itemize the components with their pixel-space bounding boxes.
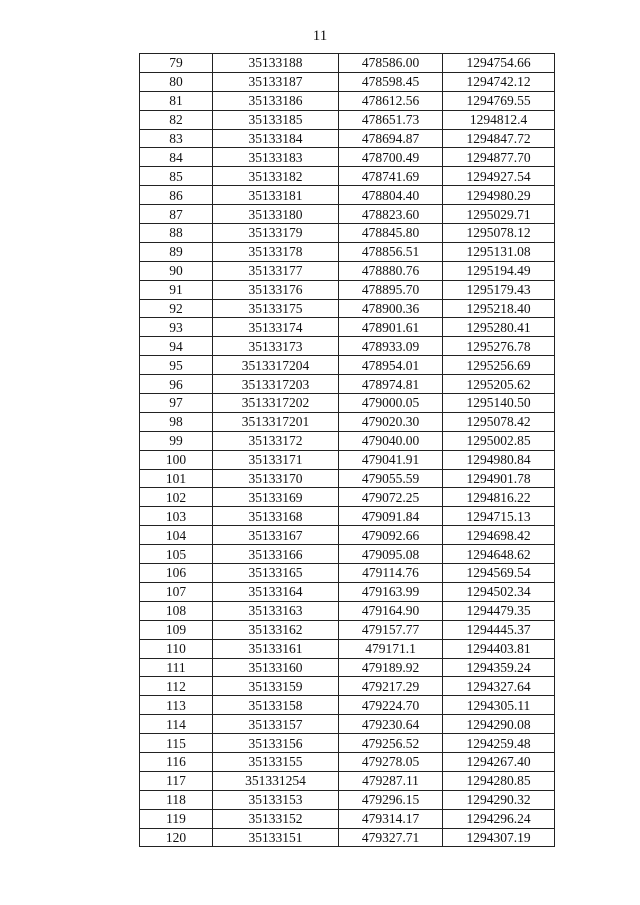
y-coordinate-cell: 1294502.34 [443,582,555,601]
point-number-cell: 96 [140,375,213,394]
point-number-cell: 116 [140,752,213,771]
table-row [140,148,555,167]
table-row [140,186,555,205]
table-row [140,469,555,488]
y-coordinate-cell: 1295078.42 [443,412,555,431]
point-number-cell: 83 [140,129,213,148]
table-row [140,205,555,224]
y-coordinate-cell: 1294305.11 [443,696,555,715]
x-coordinate-cell: 479095.08 [339,545,443,564]
x-coordinate-cell: 478612.56 [339,91,443,110]
table-row [140,299,555,318]
x-coordinate-cell: 479091.84 [339,507,443,526]
table-row [140,507,555,526]
point-number-cell: 81 [140,91,213,110]
x-coordinate-cell: 478741.69 [339,167,443,186]
table-row [140,677,555,696]
x-coordinate-cell: 479092.66 [339,526,443,545]
x-coordinate-cell: 479000.05 [339,394,443,413]
y-coordinate-cell: 1294769.55 [443,91,555,110]
point-number-cell: 109 [140,620,213,639]
point-number-cell: 99 [140,431,213,450]
point-number-cell: 104 [140,526,213,545]
code-cell: 35133185 [213,110,339,129]
point-number-cell: 110 [140,639,213,658]
point-number-cell: 87 [140,205,213,224]
x-coordinate-cell: 478895.70 [339,280,443,299]
point-number-cell: 115 [140,734,213,753]
table-row [140,167,555,186]
y-coordinate-cell: 1294980.29 [443,186,555,205]
code-cell: 3513317203 [213,375,339,394]
x-coordinate-cell: 479040.00 [339,431,443,450]
point-number-cell: 101 [140,469,213,488]
code-cell: 35133169 [213,488,339,507]
y-coordinate-cell: 1294290.08 [443,715,555,734]
y-coordinate-cell: 1295276.78 [443,337,555,356]
coordinates-table-container [139,53,555,847]
table-row [140,526,555,545]
point-number-cell: 95 [140,356,213,375]
table-body [140,54,555,847]
code-cell: 35133162 [213,620,339,639]
x-coordinate-cell: 478933.09 [339,337,443,356]
table-row [140,734,555,753]
table-row [140,809,555,828]
point-number-cell: 88 [140,224,213,243]
y-coordinate-cell: 1295194.49 [443,261,555,280]
y-coordinate-cell: 1294569.54 [443,564,555,583]
code-cell: 35133182 [213,167,339,186]
code-cell: 35133155 [213,752,339,771]
code-cell: 35133168 [213,507,339,526]
y-coordinate-cell: 1294267.40 [443,752,555,771]
point-number-cell: 118 [140,790,213,809]
y-coordinate-cell: 1295256.69 [443,356,555,375]
code-cell: 35133164 [213,582,339,601]
table-row [140,601,555,620]
y-coordinate-cell: 1294403.81 [443,639,555,658]
x-coordinate-cell: 478694.87 [339,129,443,148]
table-row [140,431,555,450]
x-coordinate-cell: 479296.15 [339,790,443,809]
code-cell: 35133152 [213,809,339,828]
x-coordinate-cell: 479171.1 [339,639,443,658]
code-cell: 35133181 [213,186,339,205]
code-cell: 35133188 [213,54,339,73]
x-coordinate-cell: 478954.01 [339,356,443,375]
table-row [140,715,555,734]
x-coordinate-cell: 479041.91 [339,450,443,469]
x-coordinate-cell: 478586.00 [339,54,443,73]
x-coordinate-cell: 478804.40 [339,186,443,205]
x-coordinate-cell: 479230.64 [339,715,443,734]
point-number-cell: 113 [140,696,213,715]
table-row [140,582,555,601]
y-coordinate-cell: 1294259.48 [443,734,555,753]
y-coordinate-cell: 1295280.41 [443,318,555,337]
point-number-cell: 84 [140,148,213,167]
x-coordinate-cell: 478900.36 [339,299,443,318]
y-coordinate-cell: 1295002.85 [443,431,555,450]
table-row [140,639,555,658]
point-number-cell: 92 [140,299,213,318]
y-coordinate-cell: 1294307.19 [443,828,555,847]
code-cell: 35133153 [213,790,339,809]
table-row [140,564,555,583]
table-row [140,620,555,639]
code-cell: 35133167 [213,526,339,545]
y-coordinate-cell: 1294648.62 [443,545,555,564]
point-number-cell: 111 [140,658,213,677]
point-number-cell: 120 [140,828,213,847]
x-coordinate-cell: 479157.77 [339,620,443,639]
x-coordinate-cell: 479055.59 [339,469,443,488]
table-row [140,91,555,110]
x-coordinate-cell: 478845.80 [339,224,443,243]
point-number-cell: 117 [140,771,213,790]
y-coordinate-cell: 1294754.66 [443,54,555,73]
y-coordinate-cell: 1294816.22 [443,488,555,507]
point-number-cell: 98 [140,412,213,431]
table-row [140,280,555,299]
table-row [140,110,555,129]
code-cell: 35133166 [213,545,339,564]
code-cell: 35133176 [213,280,339,299]
point-number-cell: 114 [140,715,213,734]
x-coordinate-cell: 479164.90 [339,601,443,620]
y-coordinate-cell: 1294327.64 [443,677,555,696]
code-cell: 35133177 [213,261,339,280]
x-coordinate-cell: 478598.45 [339,72,443,91]
table-row [140,356,555,375]
table-row [140,375,555,394]
code-cell: 35133158 [213,696,339,715]
code-cell: 35133163 [213,601,339,620]
x-coordinate-cell: 479114.76 [339,564,443,583]
code-cell: 3513317201 [213,412,339,431]
code-cell: 35133151 [213,828,339,847]
y-coordinate-cell: 1294901.78 [443,469,555,488]
x-coordinate-cell: 479314.17 [339,809,443,828]
code-cell: 35133173 [213,337,339,356]
x-coordinate-cell: 478823.60 [339,205,443,224]
code-cell: 35133156 [213,734,339,753]
point-number-cell: 94 [140,337,213,356]
y-coordinate-cell: 1294359.24 [443,658,555,677]
point-number-cell: 90 [140,261,213,280]
y-coordinate-cell: 1295179.43 [443,280,555,299]
point-number-cell: 100 [140,450,213,469]
point-number-cell: 82 [140,110,213,129]
point-number-cell: 102 [140,488,213,507]
point-number-cell: 119 [140,809,213,828]
x-coordinate-cell: 479278.05 [339,752,443,771]
y-coordinate-cell: 1294296.24 [443,809,555,828]
page-number: 11 [312,28,328,44]
code-cell: 35133180 [213,205,339,224]
table-row [140,261,555,280]
code-cell: 35133171 [213,450,339,469]
code-cell: 35133159 [213,677,339,696]
x-coordinate-cell: 479163.99 [339,582,443,601]
y-coordinate-cell: 1295218.40 [443,299,555,318]
y-coordinate-cell: 1295078.12 [443,224,555,243]
y-coordinate-cell: 1294742.12 [443,72,555,91]
y-coordinate-cell: 1295140.50 [443,394,555,413]
y-coordinate-cell: 1294812.4 [443,110,555,129]
code-cell: 35133183 [213,148,339,167]
point-number-cell: 106 [140,564,213,583]
code-cell: 3513317202 [213,394,339,413]
coordinates-table [139,53,555,847]
table-row [140,752,555,771]
table-row [140,696,555,715]
x-coordinate-cell: 478856.51 [339,242,443,261]
y-coordinate-cell: 1294715.13 [443,507,555,526]
y-coordinate-cell: 1295205.62 [443,375,555,394]
y-coordinate-cell: 1294698.42 [443,526,555,545]
code-cell: 35133184 [213,129,339,148]
point-number-cell: 93 [140,318,213,337]
code-cell: 35133186 [213,91,339,110]
code-cell: 35133165 [213,564,339,583]
point-number-cell: 97 [140,394,213,413]
code-cell: 35133179 [213,224,339,243]
x-coordinate-cell: 478974.81 [339,375,443,394]
table-row [140,828,555,847]
x-coordinate-cell: 478901.61 [339,318,443,337]
table-row [140,337,555,356]
x-coordinate-cell: 479287.11 [339,771,443,790]
table-row [140,242,555,261]
point-number-cell: 91 [140,280,213,299]
table-row [140,318,555,337]
y-coordinate-cell: 1294280.85 [443,771,555,790]
code-cell: 35133178 [213,242,339,261]
y-coordinate-cell: 1294479.35 [443,601,555,620]
x-coordinate-cell: 479072.25 [339,488,443,507]
point-number-cell: 86 [140,186,213,205]
code-cell: 35133157 [213,715,339,734]
point-number-cell: 103 [140,507,213,526]
table-row [140,771,555,790]
point-number-cell: 108 [140,601,213,620]
code-cell: 35133175 [213,299,339,318]
x-coordinate-cell: 479020.30 [339,412,443,431]
table-row [140,790,555,809]
y-coordinate-cell: 1294290.32 [443,790,555,809]
point-number-cell: 79 [140,54,213,73]
y-coordinate-cell: 1295131.08 [443,242,555,261]
code-cell: 35133174 [213,318,339,337]
point-number-cell: 107 [140,582,213,601]
code-cell: 35133187 [213,72,339,91]
table-row [140,412,555,431]
y-coordinate-cell: 1294445.37 [443,620,555,639]
point-number-cell: 85 [140,167,213,186]
point-number-cell: 112 [140,677,213,696]
x-coordinate-cell: 479217.29 [339,677,443,696]
table-row [140,450,555,469]
code-cell: 351331254 [213,771,339,790]
y-coordinate-cell: 1294847.72 [443,129,555,148]
table-row [140,394,555,413]
x-coordinate-cell: 479224.70 [339,696,443,715]
table-row [140,54,555,73]
y-coordinate-cell: 1294877.70 [443,148,555,167]
code-cell: 35133170 [213,469,339,488]
x-coordinate-cell: 478651.73 [339,110,443,129]
x-coordinate-cell: 479327.71 [339,828,443,847]
code-cell: 35133172 [213,431,339,450]
y-coordinate-cell: 1295029.71 [443,205,555,224]
x-coordinate-cell: 479189.92 [339,658,443,677]
table-row [140,224,555,243]
code-cell: 3513317204 [213,356,339,375]
point-number-cell: 89 [140,242,213,261]
y-coordinate-cell: 1294980.84 [443,450,555,469]
x-coordinate-cell: 478700.49 [339,148,443,167]
point-number-cell: 105 [140,545,213,564]
x-coordinate-cell: 478880.76 [339,261,443,280]
code-cell: 35133161 [213,639,339,658]
table-row [140,488,555,507]
y-coordinate-cell: 1294927.54 [443,167,555,186]
code-cell: 35133160 [213,658,339,677]
table-row [140,129,555,148]
x-coordinate-cell: 479256.52 [339,734,443,753]
table-row [140,545,555,564]
table-row [140,72,555,91]
table-row [140,658,555,677]
point-number-cell: 80 [140,72,213,91]
